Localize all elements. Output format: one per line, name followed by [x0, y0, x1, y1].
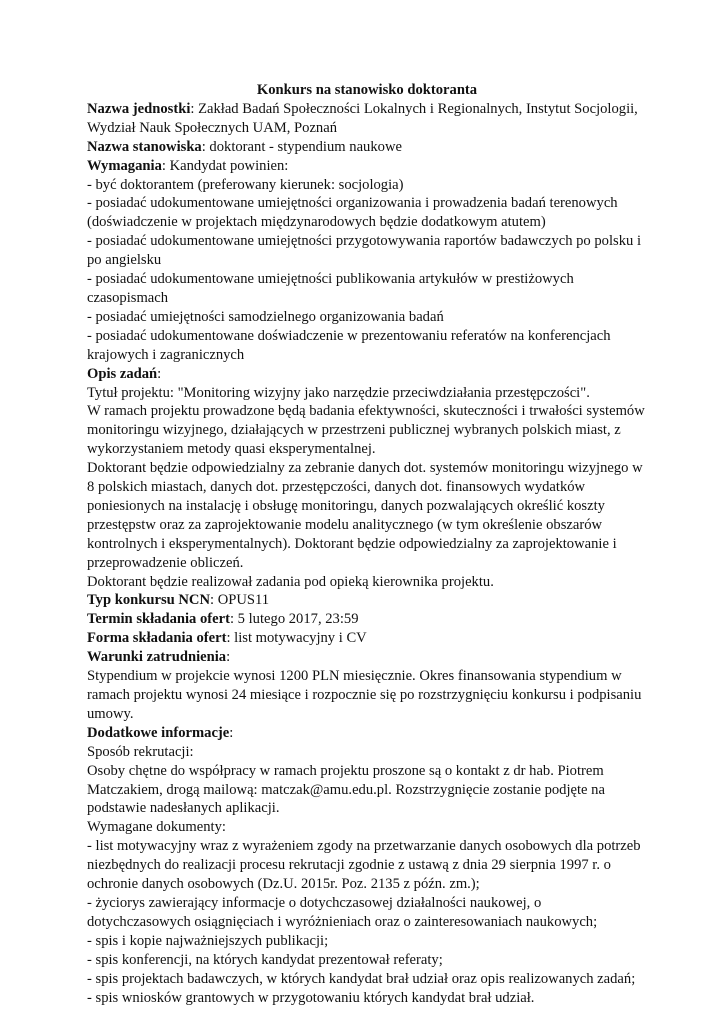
document-item: - spis konferencji, na których kandydat prezentował referaty; — [87, 951, 443, 968]
recruitment-text: Osoby chętne do współpracy w ramach projektu proszone są o kontakt z dr hab. Piotrem Matczakiem, drogą mailową: matczak@amu.edu.pl. Rozstrzygnięcie zostanie podjęte na podstawie nadesłanych aplikacji. — [87, 762, 605, 817]
tasks-paragraph: Doktorant będzie odpowiedzialny za zebranie danych dot. systemów monitoringu wizyjnego w 8 polskich miastach, danych dot. przestępczości, danych dot. finansowych wydatków poniesionych na instalację i obsługę monitoringu, danych pozwalających określić koszty przestępstw oraz za zaprojektowanie modelu analitycznego (w tym określenie obszarów kontrolnych i eksperymentalnych). Doktorant będzie odpowiedzialny za zaprojektowanie i przeprowadzenie obliczeń. — [87, 460, 643, 571]
form-field — [87, 629, 647, 648]
additional-heading — [87, 724, 647, 743]
position-field — [87, 138, 647, 157]
unit-label: Nazwa jednostki — [87, 100, 191, 117]
contest-type-value: : OPUS11 — [210, 592, 270, 609]
position-value: : doktorant - stypendium naukowe — [201, 138, 402, 155]
conditions-text: Stypendium w projekcie wynosi 1200 PLN miesięcznie. Okres finansowania stypendium w ramach projektu wynosi 24 miesiące i rozpocznie się po rozstrzygnięciu konkursu i podpisaniu umowy. — [87, 668, 642, 722]
form-value: : list motywacyjny i CV — [226, 630, 367, 647]
tasks-label: Opis zadań — [87, 365, 158, 382]
form-label: Forma składania ofert — [87, 630, 227, 647]
document-item: - spis projektach badawczych, w których kandydat brał udział oraz opis realizowanych zadań; — [87, 970, 636, 987]
requirements-label: Wymagania — [87, 157, 162, 174]
deadline-field — [87, 610, 647, 629]
document-item: - spis wniosków grantowych w przygotowaniu których kandydat brał udział. — [87, 989, 535, 1006]
additional-colon: : — [229, 724, 234, 741]
conditions-label: Warunki zatrudnienia — [87, 649, 227, 666]
contest-type-field — [87, 591, 647, 610]
requirement-item: - posiadać udokumentowane umiejętności publikowania artykułów w prestiżowych czasopismach — [87, 271, 574, 306]
requirement-item: - być doktorantem (preferowany kierunek: socjologia) — [87, 176, 404, 193]
conditions-colon: : — [226, 649, 231, 666]
requirements-intro: : Kandydat powinien: — [161, 157, 289, 174]
tasks-paragraph: Tytuł projektu: "Monitoring wizyjny jako narzędzie przeciwdziałania przestępczości". — [87, 384, 590, 401]
unit-field — [87, 100, 647, 138]
conditions-heading — [87, 648, 647, 667]
position-label: Nazwa stanowiska — [87, 138, 202, 155]
document-page — [87, 81, 647, 1007]
deadline-value: : 5 lutego 2017, 23:59 — [229, 611, 359, 628]
documents-heading: Wymagane dokumenty: — [87, 819, 226, 836]
requirement-item: - posiadać umiejętności samodzielnego organizowania badań — [87, 308, 444, 325]
document-item: - list motywacyjny wraz z wyrażeniem zgody na przetwarzanie danych osobowych dla potrzeb niezbędnych do realizacji procesu rekrutacji zgodnie z ustawą z dnia 29 sierpnia 1997 r. o ochronie danych osobowych (Dz.U. 2015r. Poz. 2135 z późn. zm.); — [87, 838, 641, 893]
tasks-heading — [87, 365, 647, 384]
requirements-heading — [87, 157, 647, 176]
recruitment-heading: Sposób rekrutacji: — [87, 743, 194, 760]
contest-type-label: Typ konkursu NCN — [87, 592, 211, 609]
tasks-paragraph: W ramach projektu prowadzone będą badania efektywności, skuteczności i trwałości systemów monitoringu wizyjnego, działających w przestrzeni publicznej wybranych polskich miast, z wykorzystaniem metody quasi eksperymentalnej. — [87, 403, 645, 458]
document-title: Konkurs na stanowisko doktoranta — [256, 82, 478, 98]
tasks-colon: : — [157, 365, 162, 382]
requirement-item: - posiadać udokumentowane doświadczenie w prezentowaniu referatów na konferencjach krajowych i zagranicznych — [87, 327, 611, 363]
unit-value: : Zakład Badań Społeczności Lokalnych i Regionalnych, Instytut Socjologii, Wydział Nauk Społecznych UAM, Poznań — [87, 100, 638, 136]
document-item: - spis i kopie najważniejszych publikacji; — [87, 932, 329, 949]
requirement-item: - posiadać udokumentowane umiejętności organizowania i prowadzenia badań terenowych (doświadczenie w projektach międzynarodowych będzie dodatkowym atutem) — [87, 195, 618, 231]
additional-label: Dodatkowe informacje — [87, 724, 230, 741]
requirement-item: - posiadać udokumentowane umiejętności przygotowywania raportów badawczych po polsku i po angielsku — [87, 233, 641, 269]
document-item: - życiorys zawierający informacje o dotychczasowej działalności naukowej, o dotychczasowych osiągnięciach i wyróżnieniach oraz o zainteresowaniach naukowych; — [87, 894, 598, 930]
deadline-label: Termin składania ofert — [87, 611, 230, 628]
tasks-paragraph: Doktorant będzie realizował zadania pod opieką kierownika projektu. — [87, 573, 494, 590]
